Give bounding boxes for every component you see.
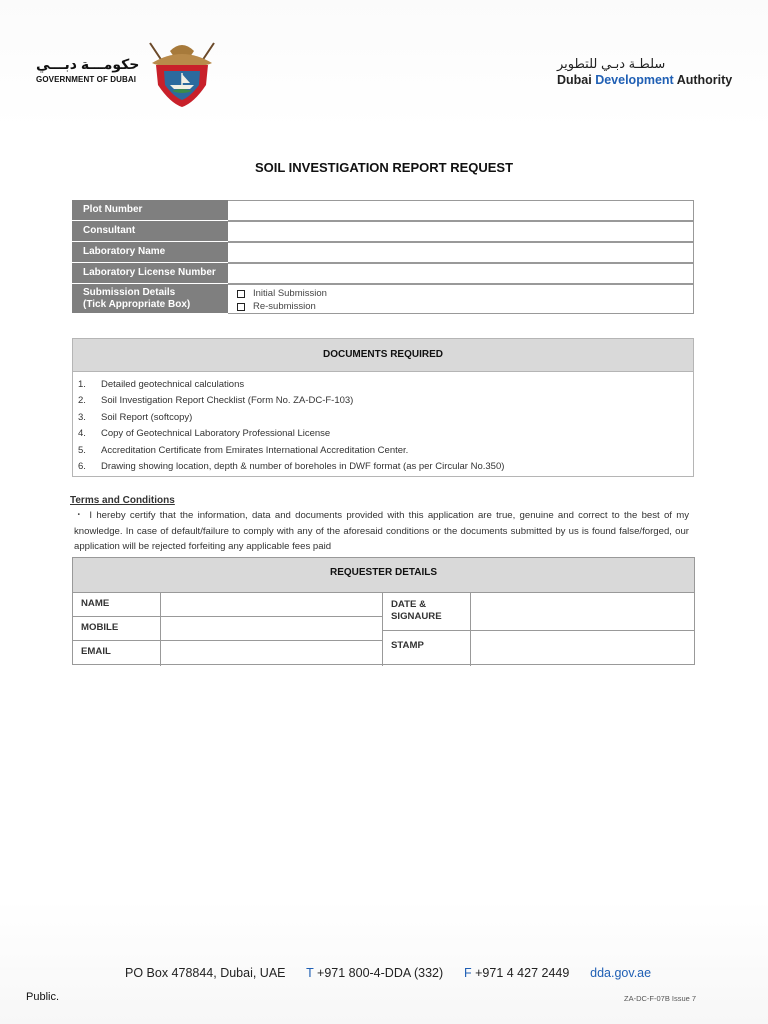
dubai-emblem-icon <box>144 37 220 109</box>
list-item-text: Accreditation Certificate from Emirates International Accreditation Center. <box>101 444 409 456</box>
list-item-text: Detailed geotechnical calculations <box>101 379 245 390</box>
laboratory-license-row <box>72 263 694 284</box>
re-submission-option[interactable] <box>237 300 693 313</box>
list-item <box>73 443 693 459</box>
list-item-number: 3. <box>78 411 86 423</box>
terms-text: ・ I hereby certify that the information, data and documents provided with this application are true, genuine and correct to the best of my knowledge. In case of default/failure to comply with any of the aforesaid conditions or the documents submitted by us is found false/forged, our application will be rejected forfeiting any applicable fees paid <box>74 510 689 552</box>
dda-word-dubai: Dubai <box>557 73 596 87</box>
footer-band <box>0 900 768 1024</box>
list-item-text: Drawing showing location, depth & number of boreholes in DWF format (as per Circular No.350) <box>101 460 505 472</box>
consultant-field[interactable] <box>228 221 694 242</box>
list-item <box>73 426 693 442</box>
list-item <box>73 410 693 426</box>
dda-word-development: Development <box>595 73 674 87</box>
documents-required-heading: DOCUMENTS REQUIRED <box>73 339 693 372</box>
dda-arabic-text: سلطـة دبـي للتطوير <box>557 56 666 71</box>
classification-label: Public. <box>26 991 60 1003</box>
mobile-field[interactable] <box>161 617 383 641</box>
gov-arabic-text: حكومـــة دبـــي <box>36 56 140 72</box>
fax-prefix: F <box>464 966 472 980</box>
laboratory-license-field[interactable] <box>228 263 694 284</box>
list-item-text: Copy of Geotechnical Laboratory Professional License <box>101 428 331 440</box>
date-signature-field[interactable] <box>471 593 694 631</box>
list-item-number: 5. <box>78 444 86 456</box>
dda-word-authority: Authority <box>673 73 733 87</box>
initial-submission-label: Initial Submission <box>253 288 327 299</box>
list-item-text: Soil Report (softcopy) <box>101 411 193 423</box>
list-item <box>73 459 693 475</box>
stamp-label: STAMP <box>383 631 471 666</box>
list-item-text: Soil Investigation Report Checklist (Form No. ZA-DC-F-103) <box>101 395 354 407</box>
email-field[interactable] <box>161 641 383 666</box>
requester-details-heading: REQUESTER DETAILS <box>73 558 694 593</box>
list-item <box>73 377 693 393</box>
website-link[interactable]: dda.gov.ae <box>590 966 652 980</box>
application-info-table <box>72 200 694 314</box>
laboratory-name-row <box>72 242 694 263</box>
mobile-label: MOBILE <box>73 617 161 641</box>
date-signature-label-line1: DATE & <box>391 599 426 610</box>
email-label: EMAIL <box>73 641 161 666</box>
consultant-label: Consultant <box>72 221 228 242</box>
list-item-number: 1. <box>78 379 86 390</box>
requester-details-box <box>72 557 695 665</box>
phone-prefix: T <box>306 966 314 980</box>
requester-details-grid <box>73 593 694 666</box>
initial-submission-checkbox[interactable] <box>237 290 245 298</box>
list-item <box>73 393 693 409</box>
laboratory-license-label: Laboratory License Number <box>72 263 228 284</box>
date-signature-label <box>383 593 471 631</box>
date-signature-label-line2: SIGNAURE <box>391 611 442 622</box>
laboratory-name-field[interactable] <box>228 242 694 263</box>
terms-title: Terms and Conditions <box>70 495 175 506</box>
gov-english-text: GOVERNMENT OF DUBAI <box>36 75 137 84</box>
dda-english-text <box>557 73 732 87</box>
submission-details-label <box>72 284 228 314</box>
page-title: SOIL INVESTIGATION REPORT REQUEST <box>254 160 514 175</box>
re-submission-checkbox[interactable] <box>237 303 245 311</box>
documents-required-box <box>72 338 694 477</box>
footer-contacts <box>125 966 651 980</box>
name-field[interactable] <box>161 593 383 617</box>
consultant-row <box>72 221 694 242</box>
plot-number-row <box>72 200 694 221</box>
laboratory-name-label: Laboratory Name <box>72 242 228 263</box>
fax-number: +971 4 427 2449 <box>471 966 570 980</box>
list-item-number: 2. <box>78 395 86 407</box>
phone-number: +971 800-4-DDA (332) <box>313 966 444 980</box>
list-item-number: 4. <box>78 428 86 440</box>
form-number: ZA-DC-F-07B Issue 7 <box>624 994 697 1003</box>
stamp-field[interactable] <box>471 631 694 666</box>
po-box-text: PO Box 478844, Dubai, UAE <box>125 966 286 980</box>
name-label: NAME <box>73 593 161 617</box>
documents-list <box>73 372 693 475</box>
submission-details-options <box>228 284 694 314</box>
initial-submission-option[interactable] <box>237 287 693 300</box>
submission-details-row <box>72 284 694 314</box>
re-submission-label: Re-submission <box>253 301 316 312</box>
list-item-number: 6. <box>78 460 86 472</box>
submission-details-title: Submission Details <box>83 287 176 298</box>
submission-details-hint: (Tick Appropriate Box) <box>83 299 191 310</box>
plot-number-label: Plot Number <box>72 200 228 221</box>
plot-number-field[interactable] <box>228 200 694 221</box>
